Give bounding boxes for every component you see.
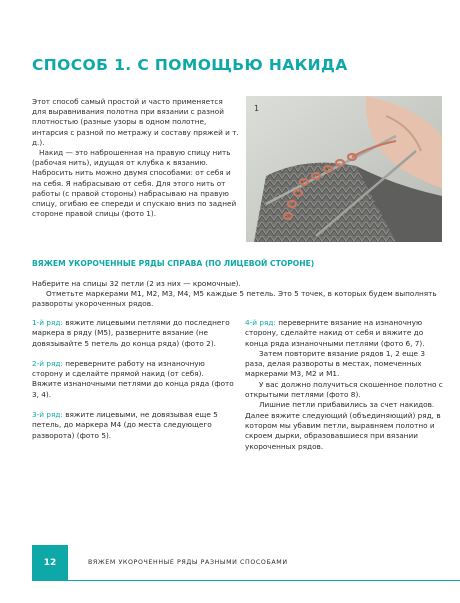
- page-number: 12: [32, 545, 68, 581]
- row-label: 4-й ряд:: [245, 318, 276, 327]
- knitting-photo-illustration: [246, 96, 442, 242]
- section-heading: ВЯЖЕМ УКОРОЧЕННЫЕ РЯДЫ СПРАВА (ПО ЛИЦЕВОЙ СТОРОНЕ): [32, 259, 315, 268]
- photo-number: 1: [254, 104, 260, 113]
- intro-paragraph: Накид — это наброшенная на правую спицу нить (рабочая нить), идущая от клубка к вязанию. Набросить нить можно двумя способами: от себя и на себя. Я набрасываю от себя. Для этого нить от работы (с правой стороны) набрасываю на правую спицу, огибаю ее спереди и спускаю вниз по задней стороне правой спицы (фото 1).: [32, 148, 237, 219]
- knitting-photo: [246, 96, 442, 242]
- page-title: СПОСОБ 1. С ПОМОЩЬЮ НАКИДА: [32, 56, 348, 74]
- row-label: 2-й ряд:: [32, 358, 63, 368]
- body-paragraph: У вас должно получиться скошенное полотно с открытыми петлями (фото 8).: [245, 379, 443, 400]
- body-paragraph: Затем повторите вязание рядов 1, 2 еще 3 раза, делая развороты в местах, помеченных маркерами М3, М2 и М1.: [245, 348, 425, 379]
- footer-rule: [68, 580, 460, 581]
- intro-text: [32, 97, 239, 219]
- row-text: вяжите лицевыми петлями до последнего маркера в ряду (М5), разверните вязание (не довязывайте 5 петель до конца ряда) (фото 2).: [32, 318, 230, 348]
- row-instruction-3: [32, 410, 235, 441]
- row-label: 1-й ряд:: [32, 318, 63, 327]
- row-instruction-2: [32, 359, 235, 400]
- row-text: переверните вязание на изнаночную сторону, сделайте накид от себя и вяжите до конца ряда изнаночными петлями (фото 6, 7).: [245, 318, 425, 348]
- right-column: [245, 318, 445, 452]
- body-paragraph: Лишние петли прибавились за счет накидов. Далее вяжите следующий (объединяющий) ряд, в котором мы убавим петли, выравняем полотно и скроем дырки, образовавшиеся при вязании укороченных рядов.: [245, 400, 441, 451]
- setup-text: [32, 279, 442, 310]
- intro-paragraph: Этот способ самый простой и часто применяется для выравнивания полотна при вязании с разной плотностью (разные узоры в одном полотне, интарсия с разной по метражу и составу пряжей и т. д.).: [32, 97, 239, 147]
- setup-paragraph: Отметьте маркерами М1, М2, М3, М4, М5 каждые 5 петель. Это 5 точек, в которых будем выполнять развороты укороченных рядов.: [32, 289, 437, 309]
- running-head: ВЯЖЕМ УКОРОЧЕННЫЕ РЯДЫ РАЗНЫМИ СПОСОБАМИ: [88, 559, 288, 566]
- row-label: 3-й ряд:: [32, 410, 63, 420]
- row-text: вяжите лицевыми, не довязывая еще 5 петель, до маркера М4 (до места следующего разворота) (фото 5).: [32, 410, 218, 440]
- row-text: переверните работу на изнаночную сторону и сделайте прямой накид (от себя). Вяжите изнаночными петлями до конца ряда (фото 3, 4).: [32, 358, 234, 399]
- setup-paragraph: Наберите на спицы 32 петли (2 из них — кромочные).: [32, 279, 241, 288]
- left-column: [32, 318, 235, 441]
- row-instruction-4: [245, 318, 445, 349]
- row-instruction-1: [32, 318, 235, 349]
